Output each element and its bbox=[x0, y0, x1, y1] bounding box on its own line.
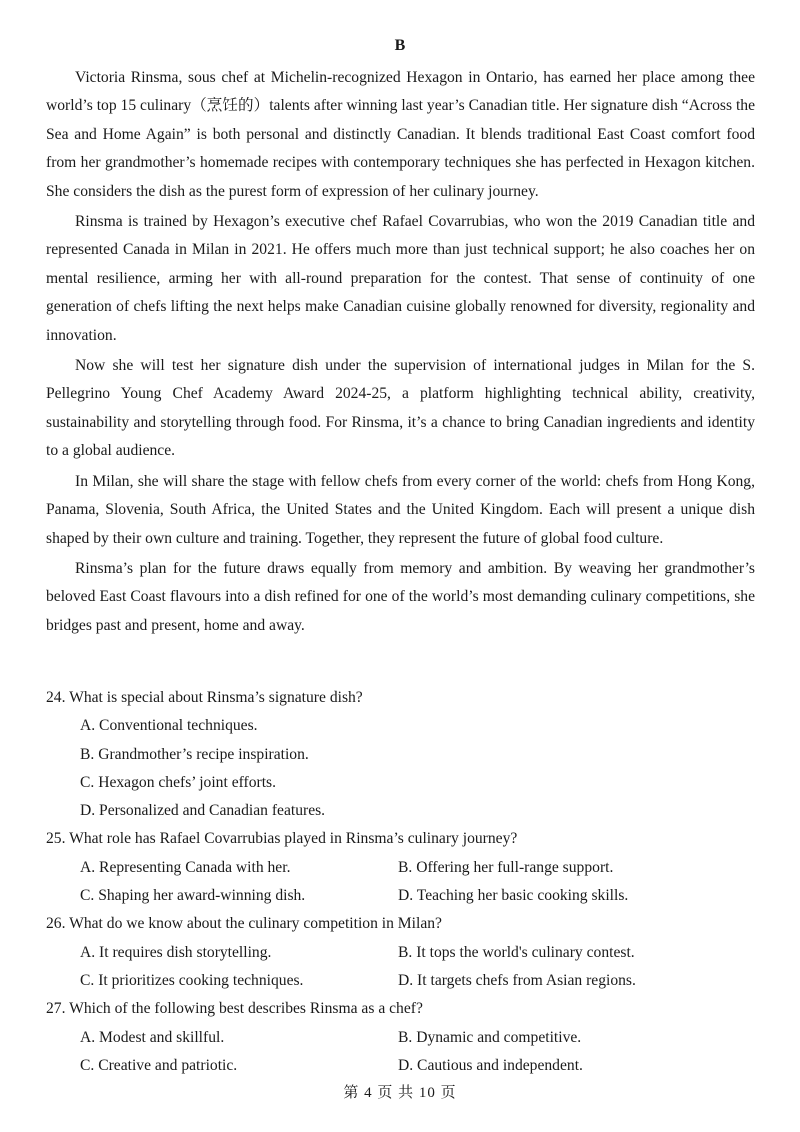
question-stem: 27. Which of the following best describes Rinsma as a chef? bbox=[46, 1000, 423, 1018]
option-a: A. Modest and skillful. bbox=[80, 1028, 225, 1046]
reading-passage bbox=[46, 64, 755, 642]
page-number: 第 4 页 共 10 页 bbox=[343, 1085, 457, 1101]
section-heading: B bbox=[394, 37, 406, 54]
option-c: C. Shaping her award-winning dish. bbox=[80, 887, 306, 905]
question-stem: 26. What do we know about the culinary competition in Milan? bbox=[46, 915, 442, 933]
option-a: A. Conventional techniques. bbox=[80, 717, 258, 735]
option-d: D. Cautious and independent. bbox=[398, 1056, 583, 1074]
option-b: B. Dynamic and competitive. bbox=[398, 1028, 582, 1046]
option-c: C. Creative and patriotic. bbox=[80, 1056, 238, 1074]
question-24 bbox=[46, 684, 755, 825]
option-c: C. Hexagon chefs’ joint efforts. bbox=[80, 773, 277, 791]
passage-paragraph: Rinsma’s plan for the future draws equally from memory and ambition. By weaving her grandmother’s beloved East Coast flavours into a dish refined for one of the world’s most demanding culinary competitions, she bridges past and present, home and away. bbox=[46, 559, 755, 634]
passage-paragraph: Rinsma is trained by Hexagon’s executive chef Rafael Covarrubias, who won the 2019 Canadian title and represented Canada in Milan in 2021. He offers much more than just technical support; he also coaches her on mental resilience, arming her with all-round preparation for the contest. That sense of continuity of one generation of chefs lifting the next helps make Canadian cuisine globally renowned for diversity, regionality and innovation. bbox=[46, 213, 755, 344]
question-27 bbox=[46, 995, 755, 1080]
option-a: A. Representing Canada with her. bbox=[80, 858, 291, 876]
option-c: C. It prioritizes cooking techniques. bbox=[80, 971, 304, 989]
question-list bbox=[46, 684, 755, 1080]
option-d: D. Personalized and Canadian features. bbox=[80, 802, 326, 820]
question-stem: 25. What role has Rafael Covarrubias played in Rinsma’s culinary journey? bbox=[46, 830, 518, 848]
question-stem: 24. What is special about Rinsma’s signature dish? bbox=[46, 689, 363, 706]
option-b: B. It tops the world's culinary contest. bbox=[398, 943, 635, 961]
option-d: D. Teaching her basic cooking skills. bbox=[398, 887, 629, 905]
option-b: B. Offering her full-range support. bbox=[398, 858, 614, 876]
passage-paragraph: Now she will test her signature dish under the supervision of international judges in Milan for the S. Pellegrino Young Chef Academy Award 2024-25, a platform highlighting technical ability, creativity, sustainability and storytelling through food. For Rinsma, it’s a chance to bring Canadian ingredients and identity to a global audience. bbox=[46, 357, 755, 460]
passage-paragraph: In Milan, she will share the stage with fellow chefs from every corner of the world: chefs from Hong Kong, Panama, Slovenia, South Africa, the United States and the United Kingdom. Each will present a unique dish shaped by their own culture and training. Together, they represent the future of global food culture. bbox=[46, 472, 755, 547]
option-b: B. Grandmother’s recipe inspiration. bbox=[80, 745, 309, 763]
question-26 bbox=[46, 910, 755, 995]
question-25 bbox=[46, 825, 755, 910]
option-d: D. It targets chefs from Asian regions. bbox=[398, 971, 636, 989]
option-a: A. It requires dish storytelling. bbox=[80, 943, 272, 961]
passage-paragraph: Victoria Rinsma, sous chef at Michelin-recognized Hexagon in Ontario, has earned her place among thee world’s top 15 culinary（烹饪的）talents after winning last year’s Canadian title. Her signature dish “Across the Sea and Home Again” is both personal and distinctly Canadian. It blends traditional East Coast comfort food from her grandmother’s homemade recipes with contemporary techniques she has perfected in Hexagon kitchen. She considers the dish as the purest form of expression of her culinary journey. bbox=[46, 69, 755, 200]
